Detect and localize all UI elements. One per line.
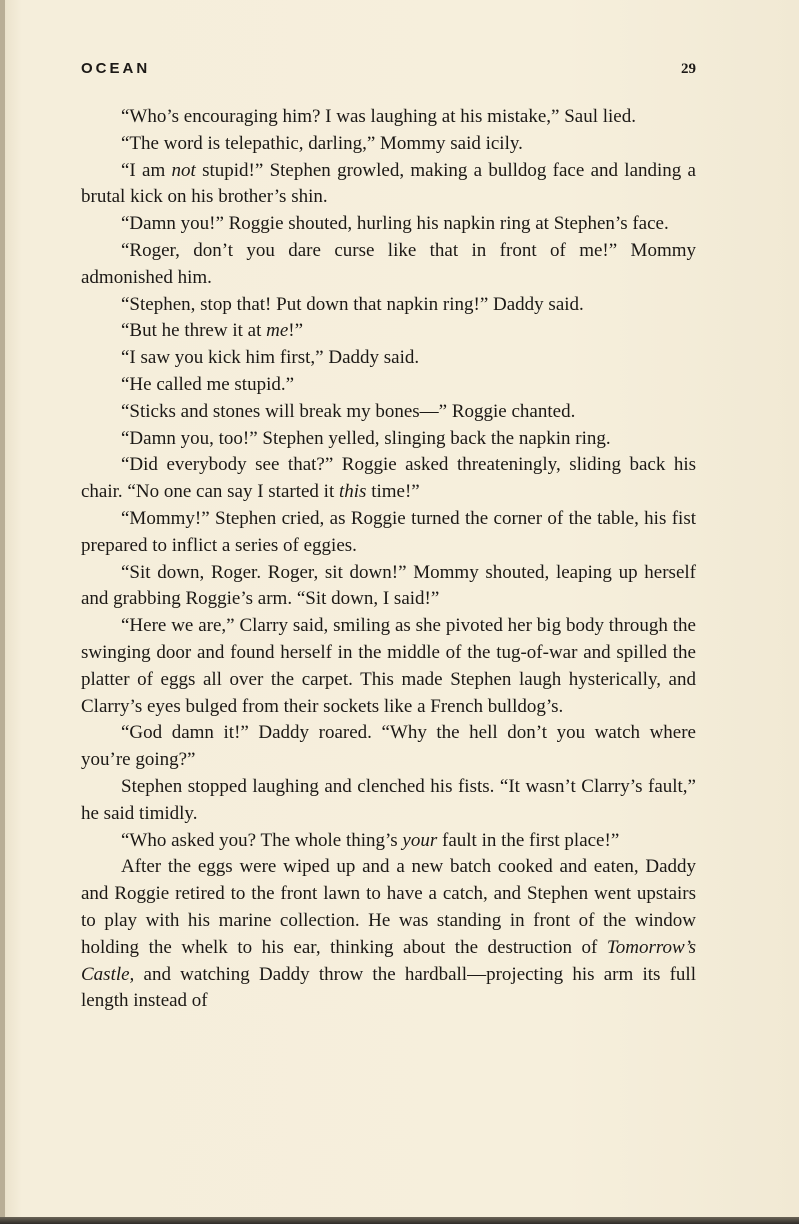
text-run: Stephen stopped laughing and clenched his fists. “It wasn’t Clarry’s fault,” he said timidly. — [81, 775, 696, 824]
text-run: fault in the first place!” — [437, 829, 620, 851]
text-run: “Did everybody see that?” Roggie asked threateningly, sliding back his chair. “No one can say I started it — [81, 454, 696, 503]
text-run: “Damn you, too!” Stephen yelled, slinging back the napkin ring. — [121, 427, 611, 449]
text-run: !” — [288, 320, 304, 342]
paragraph — [81, 292, 696, 319]
paragraph — [81, 131, 696, 158]
italic-text: Tomorrow’s Castle, — [81, 936, 696, 985]
text-run: “Stephen, stop that! Put down that napkin ring!” Daddy said. — [121, 293, 584, 315]
paragraph — [81, 104, 696, 131]
italic-text: this — [338, 481, 367, 503]
paragraph — [81, 613, 696, 720]
italic-text: me — [266, 320, 289, 342]
page-number: 29 — [681, 61, 696, 77]
text-run: time!” — [366, 481, 420, 503]
paragraph — [81, 238, 696, 292]
paragraph — [81, 560, 696, 614]
text-run: “Who’s encouraging him? I was laughing at his mistake,” Saul lied. — [121, 106, 636, 127]
paragraph — [81, 720, 696, 774]
text-run: “Sit down, Roger. Roger, sit down!” Mommy shouted, leaping up herself and grabbing Roggie’s arm. “Sit down, I said!” — [81, 561, 696, 610]
text-run: stupid!” Stephen growled, making a bulldog face and landing a brutal kick on his brother’s shin. — [81, 159, 696, 208]
italic-text: not — [171, 159, 196, 181]
paragraph — [81, 854, 696, 1015]
text-run: “Mommy!” Stephen cried, as Roggie turned the corner of the table, his fist prepared to inflict a series of eggies. — [81, 507, 696, 556]
paragraph — [81, 345, 696, 372]
text-run: After the eggs were wiped up and a new batch cooked and eaten, Daddy and Roggie retired to the front lawn to have a catch, and Stephen went upstairs to play with his marine collection. He was standing in front of the window holding the whelk to his ear, thinking about the destruction of — [81, 856, 696, 958]
text-run: “Here we are,” Clarry said, smiling as she pivoted her big body through the swinging door and found herself in the middle of the tug-of-war and spilled the platter of eggs all over the carpet. This made Stephen laugh hysterically, and Clarry’s eyes bulged from their sockets like a French bulldog’s. — [81, 615, 696, 717]
text-run: and watching Daddy throw the hardball—projecting his arm its full length instead of — [81, 963, 696, 1012]
body-text — [81, 104, 696, 1015]
paragraph — [81, 426, 696, 453]
paragraph — [81, 318, 696, 345]
paragraph — [81, 506, 696, 560]
paragraph — [81, 774, 696, 828]
text-run: “I am — [121, 159, 172, 181]
paragraph — [81, 399, 696, 426]
text-run: “Who asked you? The whole thing’s — [121, 829, 403, 851]
text-run: “God damn it!” Daddy roared. “Why the hell don’t you watch where you’re going?” — [81, 722, 696, 771]
italic-text: your — [402, 829, 438, 851]
paragraph — [81, 372, 696, 399]
text-run: “Damn you!” Roggie shouted, hurling his napkin ring at Stephen’s face. — [121, 213, 669, 235]
text-run: “He called me stupid.” — [121, 373, 295, 395]
text-run: “Sticks and stones will break my bones—” Roggie chanted. — [121, 400, 576, 422]
running-head: OCEAN — [81, 60, 151, 77]
paragraph — [81, 211, 696, 238]
text-run: “Roger, don’t you dare curse like that in front of me!” Mommy admonished him. — [81, 239, 696, 288]
paragraph — [81, 158, 696, 212]
paragraph — [81, 828, 696, 855]
text-run: “The word is telepathic, darling,” Mommy said icily. — [121, 132, 523, 154]
text-run: “I saw you kick him first,” Daddy said. — [121, 347, 420, 369]
paragraph — [81, 452, 696, 506]
page-bottom-edge — [0, 1217, 799, 1224]
text-run: “But he threw it at — [121, 320, 267, 342]
page-gutter-shadow — [0, 0, 5, 1224]
